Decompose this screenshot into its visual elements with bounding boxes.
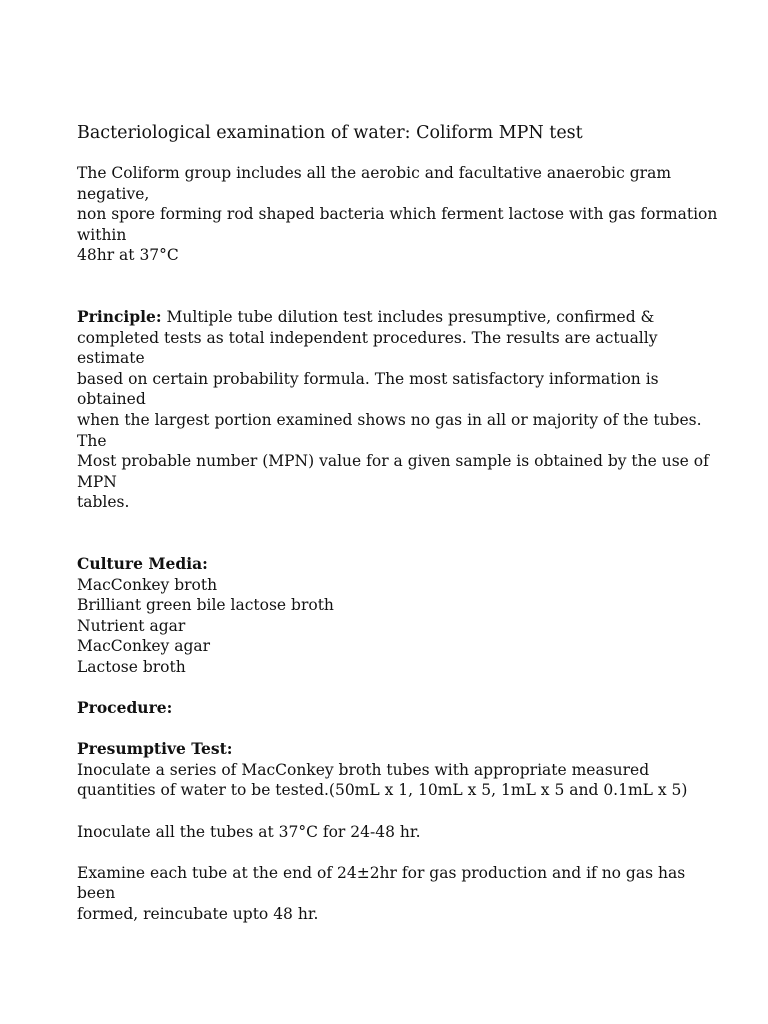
presumptive-line: Examine each tube at the end of 24±2hr for gas production and if no gas has [77,863,686,882]
principle-label: Principle: [77,306,162,326]
presumptive-line: Inoculate a series of MacConkey broth tubes with appropriate measured [77,760,650,779]
principle-line: tables. [77,493,130,512]
intro-line: non spore forming rod shaped bacteria which ferment lactose with gas formation [77,205,718,224]
document-body [77,121,717,925]
culture-media-heading: Culture Media: [77,553,208,573]
principle-line: Most probable number (MPN) value for a given sample is obtained by the use of [77,452,709,471]
page-title: Bacteriological examination of water: Coliform MPN test [77,123,583,143]
principle-first-line [77,307,717,328]
culture-media-section [77,554,717,678]
principle-line: completed tests as total independent procedures. The results are actually [77,328,658,347]
intro-line: within [77,225,127,244]
principle-line: based on certain probability formula. The most satisfactory information is [77,369,659,388]
culture-media-item: Nutrient agar [77,616,186,635]
principle-line: The [77,431,107,450]
principle-first-text: Multiple tube dilution test includes presumptive, confirmed & [161,307,655,326]
principle-paragraph [77,307,717,513]
culture-media-item: Brilliant green bile lactose broth [77,596,334,615]
presumptive-heading: Presumptive Test: [77,739,233,759]
presumptive-line: been [77,884,116,903]
presumptive-line: formed, reincubate upto 48 hr. [77,905,319,923]
presumptive-line: quantities of water to be tested.(50mL x 1, 10mL x 5, 1mL x 5 and 0.1mL x 5) [77,781,688,800]
culture-media-item: Lactose broth [77,657,186,676]
intro-paragraph [77,163,717,266]
culture-media-item: MacConkey broth [77,575,218,594]
intro-line: The Coliform group includes all the aerobic and facultative anaerobic gram [77,164,672,182]
principle-line: obtained [77,390,146,409]
presumptive-line: Inoculate all the tubes at 37°C for 24-48 hr. [77,822,421,841]
culture-media-item: MacConkey agar [77,637,211,656]
presumptive-section [77,739,717,924]
principle-line: estimate [77,349,145,368]
procedure-heading: Procedure: [77,698,173,718]
principle-line: when the largest portion examined shows no gas in all or majority of the tubes. [77,410,702,429]
principle-line: MPN [77,472,117,491]
intro-line: negative, [77,184,150,203]
intro-line: 48hr at 37°C [77,246,179,265]
